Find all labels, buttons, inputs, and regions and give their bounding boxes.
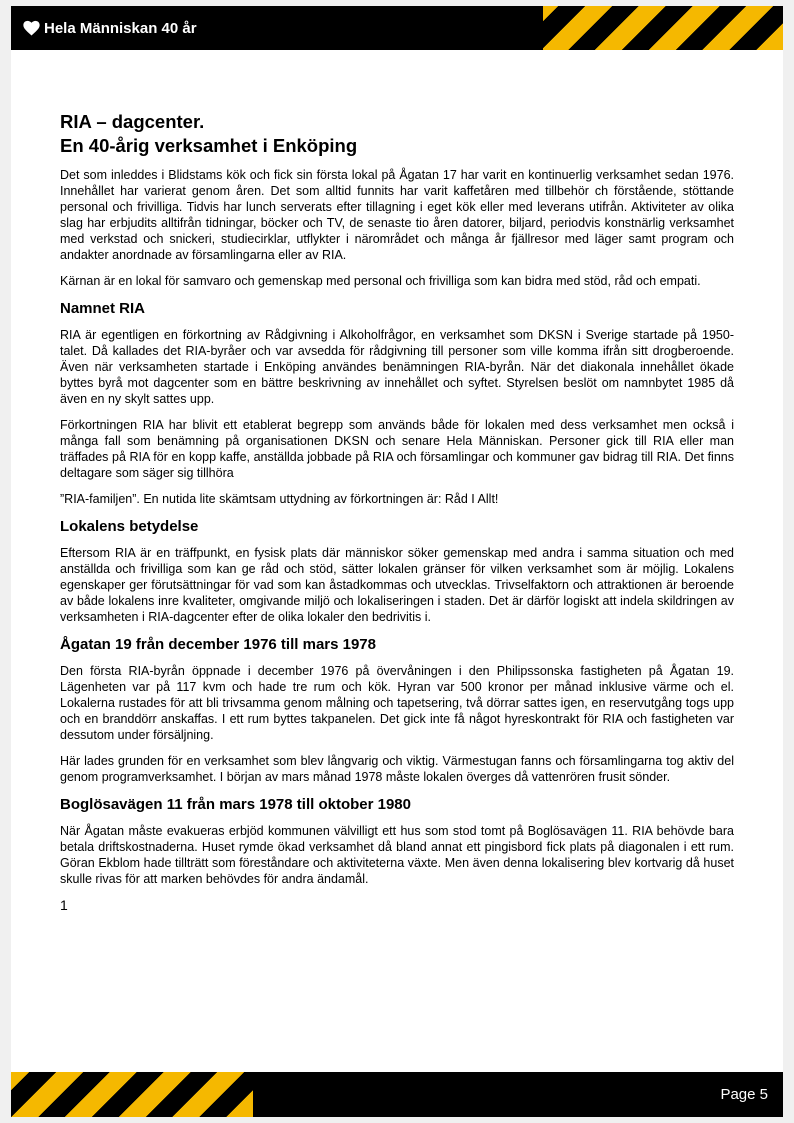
paragraph-agatan-1: Den första RIA-byrån öppnade i december 1976 på övervåningen i den Philipssonska fastigheten på Ågatan 19. Lägenheten var på 117 kvm och hade tre rum och kök. Hyran var 500 kronor per månad inklusive värme och el. Lokalerna rustades för att bli trivsamma genom målning och tapetsering, två dörrar sattes igen, en reservutgång togs upp och en branddörr anskaffas. I ett rum byttes takpanelen. Det gick inte få något hyreskontrakt för RIA och fastigheten var dessutom under försäljning. [60, 664, 734, 742]
article-title-line-2: En 40-årig verksamhet i Enköping [60, 135, 358, 156]
paragraph-ria-familjen: ”RIA-familjen”. En nutida lite skämtsam uttydning av förkortningen är: Råd I Allt! [60, 492, 499, 506]
inline-page-number: 1 [60, 897, 68, 913]
header-title: Hela Människan 40 år [44, 19, 197, 37]
footer-page-number: Page 5 [720, 1086, 768, 1103]
header-hazard-stripes [543, 6, 783, 50]
page-header [11, 6, 783, 50]
heart-icon [23, 20, 40, 36]
heading-agatan-19: Ågatan 19 från december 1976 till mars 1978 [60, 636, 376, 653]
heading-namnet-ria: Namnet RIA [60, 300, 146, 317]
document-page [11, 6, 783, 1117]
paragraph-agatan-2: Här lades grunden för en verksamhet som blev långvarig och viktig. Värmestugan fanns och församlingarna tog aktiv del genom programverksamhet. I början av mars månad 1978 måste lokalen överges då vattenrören frusit sönder. [60, 754, 734, 784]
paragraph-ria-abbreviation: RIA är egentligen en förkortning av Rådgivning i Alkoholfrågor, en verksamhet som DKSN i Sverige startade på 1950-talet. Då kallades det RIA-byråer och var avsedda för rådgivning till personer som ville komma ifrån sitt drogberoende. Även när verksamheten startade i Enköping användes benämningen RIA-byrån. När det diakonala innehållet ökade byttes byrå mot dagcenter som en bättre beskrivning av innehållet och syftet. Styrelsen beslöt om namnbytet 1985 då även en ny skylt sattes upp. [60, 328, 734, 406]
page-footer [11, 1072, 783, 1117]
heading-boglosavagen-11: Boglösavägen 11 från mars 1978 till oktober 1980 [60, 796, 411, 813]
paragraph-ria-concept: Förkortningen RIA har blivit ett etablerat begrepp som används både för lokalen med dess verksamhet men också i många fall som benämning på organisationen DKSN och senare Hela Människan. Personer gick till RIA eller man träffades på RIA för en kopp kaffe, anställda jobbade på RIA och församlingar och kommuner gav bidrag till RIA. Det finns deltagare som säger sig tillhöra [60, 418, 734, 480]
article-title [60, 110, 734, 158]
article-content [60, 110, 734, 913]
header-title-group [23, 6, 197, 50]
paragraph-intro: Det som inleddes i Blidstams kök och fick sin första lokal på Ågatan 17 har varit en kontinuerlig verksamhet sedan 1976. Innehållet har varierat genom åren. Det som alltid funnits har varit kaffetåren med tillbehör ch förstående, stöttande personal och frivilliga. Tidvis har lunch serverats efter tillagning i eget kök eller med leverans utifrån. Aktiviteter av olika slag har erbjudits alltifrån tidningar, böcker och TV, de senaste tio åren datorer, biljard, periodvis konstnärlig verksamhet med verkstad och snickeri, studiecirklar, utflykter i närområdet och många år fjällresor med läger samt program och andakter anordnade av församlingarna eller av RIA. [60, 168, 734, 262]
paragraph-lokalens: Eftersom RIA är en träffpunkt, en fysisk plats där människor söker gemenskap med andra i samma situation och med anställda och frivilliga som kan ge råd och stöd, sätter lokalen gränser för vilken verksamhet som är möjlig. Lokalens egenskaper ger förutsättningar för vad som kan åstadkommas och utvecklas. Trivselfaktorn och attraktionen är beroende av både lokalens inre kvaliteter, omgivande miljö och lokaliseringen i staden. Det är därför logiskt att indela skildringen av verksamheten i RIA-dagcenter efter de olika lokaler den bedrivitis i. [60, 546, 734, 624]
footer-hazard-stripes [11, 1072, 253, 1117]
heading-lokalens-betydelse: Lokalens betydelse [60, 518, 199, 535]
paragraph-boglosavagen: När Ågatan måste evakueras erbjöd kommunen välvilligt ett hus som stod tomt på Boglösavägen 11. RIA behövde bara betala driftskostnaderna. Huset rymde ökad verksamhet då bland annat ett pingisbord fick plats på diagonalen i ett rum. Göran Ekblom hade tillträtt som föreståndare och aktiviteterna växte. Men även denna lokalisering blev kortvarig då huset skulle rivas för att marken behövdes för andra ändamål. [60, 824, 734, 886]
paragraph-core: Kärnan är en lokal för samvaro och gemenskap med personal och frivilliga som kan bidra med stöd, råd och empati. [60, 274, 701, 288]
article-title-line-1: RIA – dagcenter. [60, 111, 205, 132]
